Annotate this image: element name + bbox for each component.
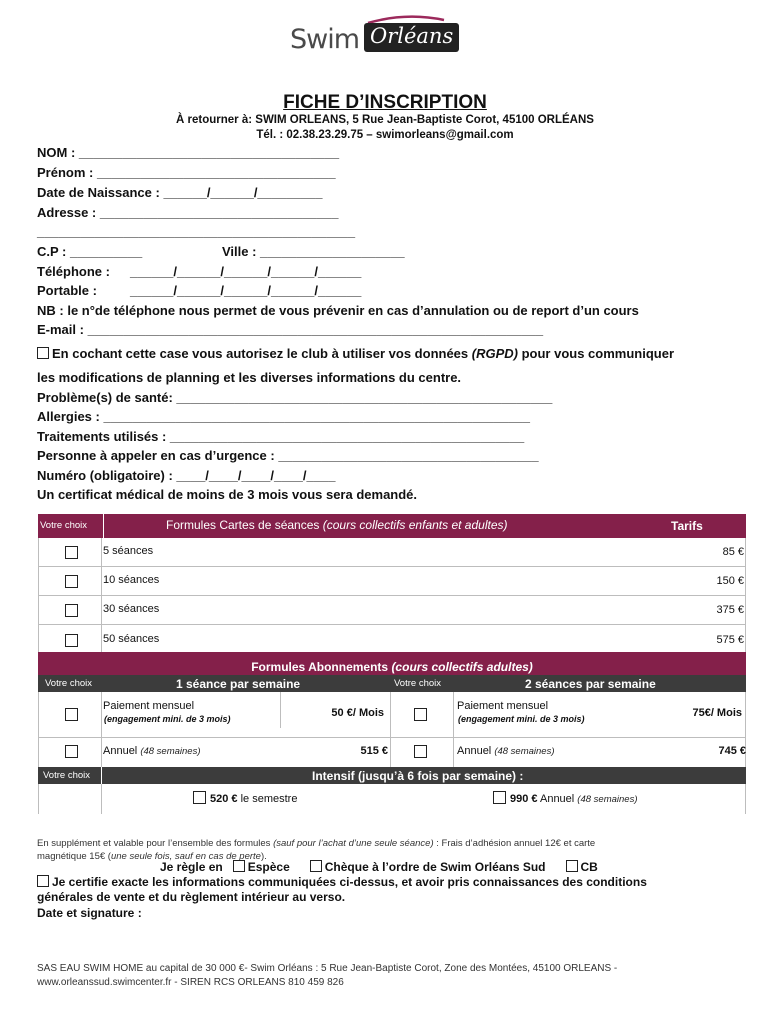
- certify-text: Je certifie exacte les informations communiquées ci-dessus, et avoir pris connaissances des conditions: [52, 875, 647, 889]
- intensive-semester-option: [210, 793, 297, 805]
- supplement-italic: une seule fois, sauf en cas de perte: [110, 851, 261, 862]
- logo-swim-text: Swim: [290, 24, 360, 55]
- rgpd-text-2: les modifications de planning et les diverses informations du centre.: [37, 370, 462, 385]
- subscriptions-title-text: Formules Abonnements: [251, 660, 392, 674]
- grid-line: [38, 624, 746, 625]
- certify-checkbox[interactable]: [37, 875, 49, 887]
- cb-checkbox[interactable]: [566, 860, 578, 872]
- cheque-checkbox[interactable]: [310, 860, 322, 872]
- intensive-semester-label: le semestre: [240, 793, 298, 805]
- adresse-field[interactable]: Adresse : _________________________________: [37, 205, 339, 220]
- card-price: 575 €: [716, 634, 744, 646]
- card-label: 5 séances: [103, 545, 154, 557]
- page-title: FICHE D’INSCRIPTION: [283, 92, 487, 113]
- card-5-checkbox[interactable]: [65, 546, 78, 559]
- annual-label: [457, 745, 555, 757]
- one-annual-price: 515 €: [360, 745, 388, 757]
- two-annual-price: 745 €: [718, 745, 746, 757]
- one-session-header: 1 séance par semaine: [176, 677, 301, 691]
- espece-checkbox[interactable]: [233, 860, 245, 872]
- email-field[interactable]: E-mail : _______________________________________________________________: [37, 322, 544, 337]
- traitements-field[interactable]: Traitements utilisés : _________________________________________________: [37, 429, 525, 444]
- contact-info: Tél. : 02.38.23.29.75 – swimorleans@gmail.com: [256, 129, 514, 141]
- supplement-italic: (sauf pour l’achat d’une seule séance): [273, 838, 434, 849]
- intensive-semester-checkbox[interactable]: [193, 791, 206, 804]
- monthly-label: Paiement mensuel: [457, 700, 549, 712]
- one-monthly-price: 50 €/ Mois: [331, 707, 384, 719]
- swim-orleans-logo: [290, 14, 454, 58]
- intensive-semester-price: 520 €: [210, 793, 238, 805]
- ville-field[interactable]: Ville : ____________________: [222, 244, 405, 259]
- choice-header: Votre choix: [40, 520, 87, 531]
- card-label: 50 séances: [103, 633, 160, 645]
- choice-header: Votre choix: [43, 770, 90, 781]
- grid-line: [390, 692, 391, 767]
- intensive-annual-label: Annuel: [539, 793, 578, 805]
- telephone-label: Téléphone :: [37, 264, 110, 279]
- two-sessions-header: 2 séances par semaine: [525, 677, 656, 691]
- supplement-text-end: : Frais d’adhésion annuel 12€ et carte: [433, 838, 596, 849]
- cp-field[interactable]: C.P : __________: [37, 244, 143, 259]
- header-divider: [101, 767, 102, 784]
- supplement-text-end: ).: [260, 851, 267, 862]
- grid-line: [38, 595, 746, 596]
- portable-field[interactable]: ______/______/______/______/______: [130, 283, 362, 298]
- payment-methods: [160, 860, 598, 874]
- grid-line: [745, 784, 746, 814]
- rgpd-text: En cochant cette case vous autorisez le club à utiliser vos données: [52, 346, 472, 361]
- engagement-note: (engagement mini. de 3 mois): [458, 714, 585, 724]
- intensive-annual-option: [510, 793, 638, 805]
- monthly-label: Paiement mensuel: [103, 700, 195, 712]
- subscriptions-title: [0, 660, 770, 674]
- choice-header: Votre choix: [394, 678, 441, 689]
- numero-field[interactable]: Numéro (obligatoire) : ____/____/____/____/____: [37, 468, 336, 483]
- rgpd-consent: [37, 346, 674, 361]
- supplement-note: [37, 838, 595, 849]
- cards-title-italic: (cours collectifs enfants et adultes): [322, 518, 508, 532]
- footer-line-2: www.orleanssud.swimcenter.fr - SIREN RCS ORLEANS 810 459 826: [37, 977, 344, 988]
- footer-line-1: SAS EAU SWIM HOME au capital de 30 000 €- Swim Orléans : 5 Rue Jean-Baptiste Corot, Zone des Montées, 45100 ORLEANS -: [37, 963, 618, 974]
- card-label: 30 séances: [103, 603, 160, 615]
- grid-line: [101, 692, 102, 767]
- intensive-title: Intensif (jusqu’à 6 fois par semaine) :: [312, 769, 524, 783]
- card-10-checkbox[interactable]: [65, 575, 78, 588]
- rgpd-checkbox[interactable]: [37, 347, 49, 359]
- cheque-label: Chèque à l’ordre de Swim Orléans Sud: [324, 860, 546, 874]
- card-label: 10 séances: [103, 574, 160, 586]
- annual-label: [103, 745, 201, 757]
- cards-title-text: Formules Cartes de séances: [166, 518, 323, 532]
- espece-label: Espèce: [247, 860, 290, 874]
- portable-label: Portable :: [37, 283, 97, 298]
- annual-note: (48 semaines): [494, 746, 555, 757]
- annual-text: Annuel: [457, 745, 495, 757]
- certify-text-2: générales de vente et du règlement intérieur au verso.: [37, 890, 346, 904]
- allergies-field[interactable]: Allergies : ___________________________________________________________: [37, 409, 531, 424]
- two-monthly-price: 75€/ Mois: [692, 707, 742, 719]
- return-address: À retourner à: SWIM ORLEANS, 5 Rue Jean-Baptiste Corot, 45100 ORLÉANS: [176, 114, 594, 126]
- card-price: 150 €: [716, 575, 744, 587]
- card-price: 85 €: [722, 546, 744, 558]
- grid-line: [453, 692, 454, 767]
- cb-label: CB: [580, 860, 598, 874]
- supplement-text: En supplément et valable pour l’ensemble des formules: [37, 838, 274, 849]
- card-price: 375 €: [716, 604, 744, 616]
- date-signature-field[interactable]: Date et signature :: [37, 906, 142, 920]
- grid-line: [101, 784, 102, 814]
- one-annual-checkbox[interactable]: [65, 745, 78, 758]
- certificat-note: Un certificat médical de moins de 3 mois vous sera demandé.: [37, 487, 418, 502]
- intensive-annual-price: 990 €: [510, 793, 538, 805]
- birthdate-field[interactable]: Date de Naissance : ______/______/_________: [37, 185, 323, 200]
- header-divider: [103, 514, 104, 538]
- phone-note: NB : le n°de téléphone nous permet de vous prévenir en cas d’annulation ou de report d’un cours: [37, 303, 639, 318]
- choice-header: Votre choix: [45, 678, 92, 689]
- payment-label: Je règle en: [160, 860, 223, 874]
- cards-table-title: [166, 518, 508, 532]
- two-monthly-checkbox[interactable]: [414, 708, 427, 721]
- grid-line: [280, 692, 281, 728]
- prenom-field[interactable]: Prénom : _________________________________: [37, 165, 336, 180]
- intensive-annual-checkbox[interactable]: [493, 791, 506, 804]
- adresse-field-2[interactable]: ____________________________________________: [37, 224, 356, 239]
- certify-statement: [37, 875, 647, 889]
- grid-line: [38, 566, 746, 567]
- nom-field[interactable]: NOM : ____________________________________: [37, 145, 340, 160]
- rgpd-acronym: (RGPD): [471, 346, 518, 361]
- engagement-note: (engagement mini. de 3 mois): [104, 714, 231, 724]
- grid-line: [38, 692, 39, 767]
- annual-text: Annuel: [103, 745, 141, 757]
- telephone-field[interactable]: ______/______/______/______/______: [130, 264, 362, 279]
- urgence-field[interactable]: Personne à appeler en cas d’urgence : ____________________________________: [37, 448, 539, 463]
- logo-city-text: Orléans: [364, 23, 459, 52]
- grid-line: [38, 737, 746, 738]
- one-monthly-checkbox[interactable]: [65, 708, 78, 721]
- rgpd-text-end: pour vous communiquer: [517, 346, 674, 361]
- subscriptions-title-italic: (cours collectifs adultes): [391, 660, 533, 674]
- card-30-checkbox[interactable]: [65, 604, 78, 617]
- intensive-annual-note: (48 semaines): [577, 794, 638, 805]
- supplement-text: magnétique 15€ (: [37, 851, 111, 862]
- two-annual-checkbox[interactable]: [414, 745, 427, 758]
- annual-note: (48 semaines): [140, 746, 201, 757]
- tarifs-header: Tarifs: [671, 519, 703, 533]
- card-50-checkbox[interactable]: [65, 634, 78, 647]
- sante-field[interactable]: Problème(s) de santé: ____________________________________________________: [37, 390, 553, 405]
- grid-line: [38, 784, 39, 814]
